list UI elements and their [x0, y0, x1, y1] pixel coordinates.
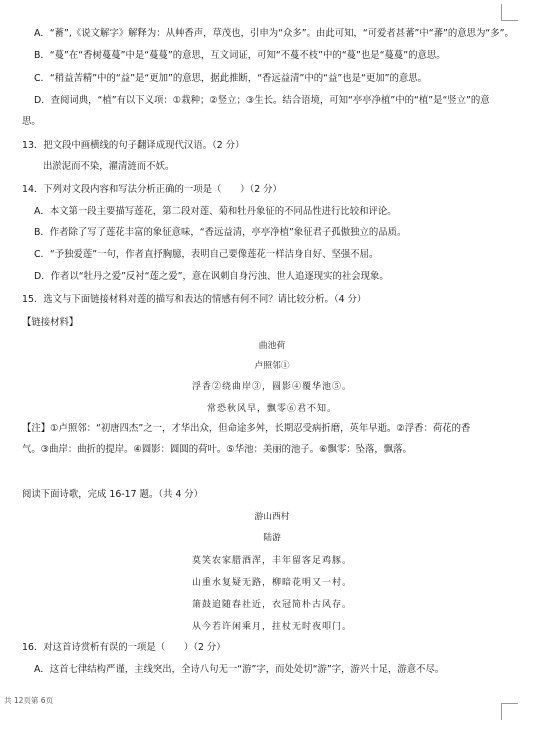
poem-1-title: 曲池荷: [258, 341, 286, 351]
poem-1-line-1: 浮香②绕曲岸③，圆影④覆华池⑤。: [191, 382, 352, 392]
question-14-option-a: A．本文第一段主要描写莲花，第二段对莲、菊和牡丹象征的不同品性进行比较和评论。: [34, 206, 397, 217]
poem-2-title: 游山西村: [254, 512, 290, 522]
option-b-line: B．“蔓”在“香树蔓蔓”中是“蔓蔓”的意思，互文词证，可知“不蔓不枝”中的“蔓”也是“蔓蔓”的意思。: [34, 50, 446, 61]
poem-2-line-4: 从今若许闲乘月，拄杖无时夜叩门。: [191, 622, 352, 632]
question-14-option-d: D．作者以“牡丹之爱”反衬“莲之爱”，意在讽刺自身污浊、世人追逐现实的社会现象。: [34, 271, 389, 282]
crop-mark-top-right: [501, 4, 518, 21]
question-15: 15．选文与下面链接材料对莲的描写和表达的情感有何不同？请比较分析。（4 分）: [22, 294, 367, 305]
link-material-heading: 【链接材料】: [22, 317, 79, 328]
poem-2-line-2: 山重水复疑无路，柳暗花明又一村。: [191, 578, 352, 588]
question-14: 14．下列对文段内容和写法分析正确的一项是（ ）（2 分）: [22, 184, 282, 195]
option-d-line-cont: 思。: [22, 116, 41, 127]
question-14-option-b: B．作者除了写了莲花丰富的象征意味，“香远益清，亭亭净植”象征君子孤傲独立的品质。: [34, 227, 407, 238]
poem-1-author: 卢照邻①: [254, 361, 290, 371]
reading-instruction: 阅读下面诗歌，完成 16-17 题。（共 4 分）: [22, 489, 204, 500]
poem-2-line-1: 莫笑农家腊酒浑，丰年留客足鸡豚。: [191, 556, 352, 566]
page-footer: 共 12页第 6页: [4, 696, 54, 705]
question-13-sentence: 出淤泥而不染，濯清涟而不妖。: [43, 161, 175, 172]
question-14-option-c: C．“予独爱莲”一句，作者直抒胸臆，表明自己要像莲花一样洁身自好、坚强不屈。: [34, 249, 379, 260]
option-a-line: A．“蓄”,《说文解字》解释为：从艸香声，草茂也，引申为“众多”。由此可知，“可爱者甚蕃”中“蕃”的意思为“多”。: [34, 28, 514, 39]
poem-2-line-3: 箫鼓追随春社近，衣冠简朴古风存。: [191, 600, 352, 610]
option-d-line: D．查阅词典，“植”有以下义项：①栽种；②竖立；③生长。结合语境，可知“亭亭净植”中的“植”是“竖立”的意: [34, 95, 490, 106]
option-c-line: C．“稍益苦精”中的“益”是“更加”的意思，据此推断，“香远益清”中的“益”也是“更加”的意思。: [34, 73, 427, 84]
question-13: 13．把文段中画横线的句子翻译成现代汉语。（2 分）: [22, 140, 245, 151]
question-16: 16．对这首诗赏析有误的一项是（ ）（2 分）: [22, 642, 226, 653]
notes-line-1: 【注】①卢照邻：“初唐四杰”之一，才华出众，但命途多舛，长期忍受病折磨，英年早逝。②浮香：荷花的香: [22, 423, 471, 434]
question-16-option-a: A．这首七律结构严谨，主线突出，全诗八句无一“游”字，而处处切“游”字，游兴十足，游意不尽。: [34, 664, 445, 675]
poem-1-line-2: 常恐秋风早，飘零⑥君不知。: [206, 404, 337, 414]
poem-2-author: 陆游: [263, 533, 281, 543]
crop-mark-bottom-right: [501, 703, 518, 720]
notes-line-2: 气。③曲岸：曲折的提岸。④圆影：圆圆的荷叶。⑤华池：美丽的池子。⑥飘零：坠落，飘落。: [22, 444, 412, 455]
